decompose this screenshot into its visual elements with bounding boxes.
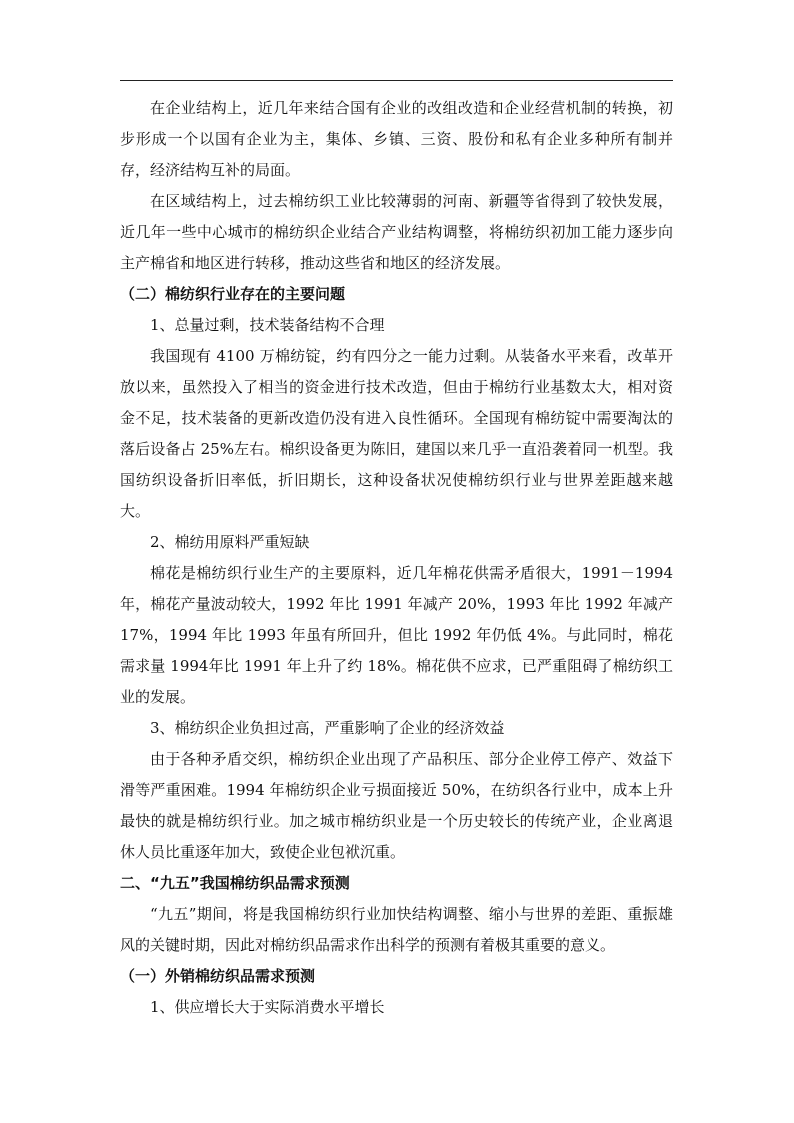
subheading-enterprise-burden: 3、棉纺织企业负担过高，严重影响了企业的经济效益 — [150, 719, 505, 737]
subheading-overcapacity: 1、总量过剩，技术装备结构不合理 — [150, 316, 385, 334]
paragraph-overcapacity: 我国现有 4100 万棉纺锭，约有四分之一能力过剩。从装备水平来看，改革开放以来，虽然投入了相当的资金进行技术改造，但由于棉纺行业基数太大，相对资金不足，技术装备的更新改造仍没有进入良性循环。全国现有棉纺锭中需要淘汰的落后设备占 25%左右。棉织设备更为陈旧，建国以来几乎一直沿袭着同一机型。我国纺织设备折旧率低，折旧期长，这种设备状况使棉纺织行业与世界差距越来越大。 — [120, 347, 673, 520]
paragraph-ninth-five-year-plan: “九五”期间，将是我国棉纺织行业加快结构调整、缩小与世界的差距、重振雄风的关键时期，因此对棉纺织品需求作出科学的预测有着极其重要的意义。 — [120, 905, 673, 954]
header-rule — [120, 80, 673, 81]
paragraph-enterprise-burden: 由于各种矛盾交织，棉纺织企业出现了产品积压、部分企业停工停产、效益下滑等严重困难。1994 年棉纺织企业亏损面接近 50%，在纺织各行业中，成本上升最快的就是棉纺织行业。加之城市棉纺织业是一个历史较长的传统产业，企业离退休人员比重逐年加大，致使企业包袱沉重。 — [120, 750, 673, 861]
subheading-raw-material-shortage: 2、棉纺用原料严重短缺 — [150, 533, 310, 551]
document-body — [120, 93, 673, 1023]
paragraph-raw-material-shortage: 棉花是棉纺织行业生产的主要原料，近几年棉花供需矛盾很大，1991－1994年，棉花产量波动较大，1992 年比 1991 年减产 20%，1993 年比 1992 年减产 17%，1994 年比 1993 年虽有所回升，但比 1992 年仍低 4%。与此同时，棉花需求量 1994年比 1991 年上升了约 18%。棉花供不应求，已严重阻碍了棉纺织工业的发展。 — [120, 564, 673, 706]
section-heading-export-forecast: （一）外销棉纺织品需求预测 — [120, 967, 316, 985]
paragraph-regional-structure: 在区域结构上，过去棉纺织工业比较薄弱的河南、新疆等省得到了较快发展，近几年一些中心城市的棉纺织企业结合产业结构调整，将棉纺织初加工能力逐步向主产棉省和地区进行转移，推动这些省和地区的经济发展。 — [120, 192, 673, 272]
section-heading-demand-forecast: 二、“九五”我国棉纺织品需求预测 — [120, 874, 350, 892]
subheading-supply-growth: 1、供应增长大于实际消费水平增长 — [150, 998, 385, 1016]
paragraph-enterprise-structure: 在企业结构上，近几年来结合国有企业的改组改造和企业经营机制的转换，初步形成一个以国有企业为主，集体、乡镇、三资、股份和私有企业多种所有制并存，经济结构互补的局面。 — [120, 99, 673, 179]
section-heading-main-problems: （二）棉纺织行业存在的主要问题 — [120, 285, 346, 303]
